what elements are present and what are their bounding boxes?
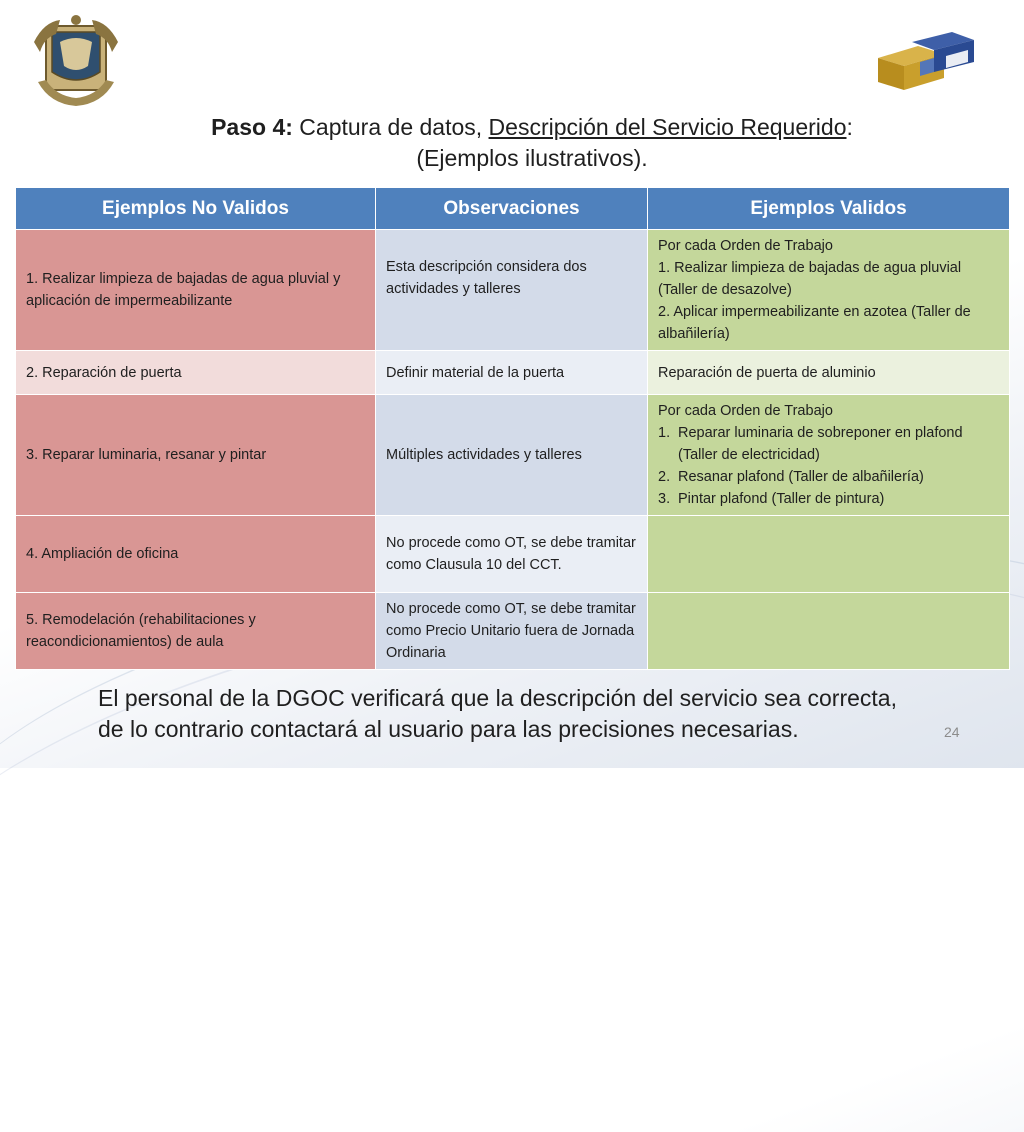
valid-line: 2. Aplicar impermeabilizante en azotea (Taller de albañilería) bbox=[658, 304, 971, 342]
valid-cell bbox=[648, 351, 1010, 395]
title-line-1 bbox=[0, 112, 1024, 143]
observation-cell: Definir material de la puerta bbox=[376, 351, 648, 395]
table-header-row bbox=[16, 188, 1010, 230]
invalid-cell: 1. Realizar limpieza de bajadas de agua pluvial y aplicación de impermeabilizante bbox=[16, 230, 376, 351]
invalid-cell: 3. Reparar luminaria, resanar y pintar bbox=[16, 395, 376, 516]
table-row bbox=[16, 516, 1010, 593]
step-underlined: Descripción del Servicio Requerido bbox=[488, 114, 847, 140]
step-colon: : bbox=[846, 114, 853, 140]
header-invalid: Ejemplos No Validos bbox=[16, 188, 376, 230]
valid-numbered-list bbox=[658, 422, 999, 510]
unam-crest-icon bbox=[30, 12, 122, 110]
dgoc-blocks-logo bbox=[872, 32, 976, 98]
table-row bbox=[16, 230, 1010, 351]
observation-cell: No procede como OT, se debe tramitar como Clausula 10 del CCT. bbox=[376, 516, 648, 593]
invalid-cell: 2. Reparación de puerta bbox=[16, 351, 376, 395]
observation-cell: Esta descripción considera dos actividades y talleres bbox=[376, 230, 648, 351]
step-label: Paso 4: bbox=[211, 114, 293, 140]
step-text: Captura de datos, bbox=[292, 114, 489, 140]
header-valid: Ejemplos Validos bbox=[648, 188, 1010, 230]
valid-cell-empty bbox=[648, 516, 1010, 593]
valid-line: 1. Realizar limpieza de bajadas de agua pluvial (Taller de desazolve) bbox=[658, 260, 962, 298]
table-row bbox=[16, 395, 1010, 516]
examples-table bbox=[15, 187, 1010, 670]
item-number: 2. bbox=[658, 469, 671, 485]
list-item bbox=[658, 466, 999, 488]
footer-line-2: de lo contrario contactará al usuario para las precisiones necesarias. bbox=[98, 716, 799, 742]
item-number: 3. bbox=[658, 491, 671, 507]
title-line-2: (Ejemplos ilustrativos). bbox=[416, 145, 648, 171]
item-text: Pintar plafond (Taller de pintura) bbox=[678, 491, 885, 507]
header-observations: Observaciones bbox=[376, 188, 648, 230]
item-text: Reparar luminaria de sobreponer en plafond (Taller de electricidad) bbox=[678, 425, 963, 463]
item-number: 1. bbox=[658, 425, 671, 441]
valid-cell bbox=[648, 395, 1010, 516]
list-item bbox=[658, 422, 999, 466]
slide-title bbox=[0, 112, 1024, 174]
footer-line-1: El personal de la DGOC verificará que la descripción del servicio sea correcta, bbox=[98, 685, 897, 711]
observation-cell: Múltiples actividades y talleres bbox=[376, 395, 648, 516]
table-row bbox=[16, 593, 1010, 670]
observation-cell: No procede como OT, se debe tramitar como Precio Unitario fuera de Jornada Ordinaria bbox=[376, 593, 648, 670]
valid-line: Reparación de puerta de aluminio bbox=[658, 364, 876, 381]
valid-line: Por cada Orden de Trabajo bbox=[658, 238, 833, 254]
table-row bbox=[16, 351, 1010, 395]
invalid-cell: 5. Remodelación (rehabilitaciones y reacondicionamientos) de aula bbox=[16, 593, 376, 670]
valid-intro: Por cada Orden de Trabajo bbox=[658, 403, 833, 419]
list-item bbox=[658, 488, 999, 510]
item-text: Resanar plafond (Taller de albañilería) bbox=[678, 469, 924, 485]
valid-cell-empty bbox=[648, 593, 1010, 670]
valid-cell bbox=[648, 230, 1010, 351]
footer-note bbox=[98, 683, 978, 745]
invalid-cell: 4. Ampliación de oficina bbox=[16, 516, 376, 593]
page-number: 24 bbox=[944, 724, 960, 740]
